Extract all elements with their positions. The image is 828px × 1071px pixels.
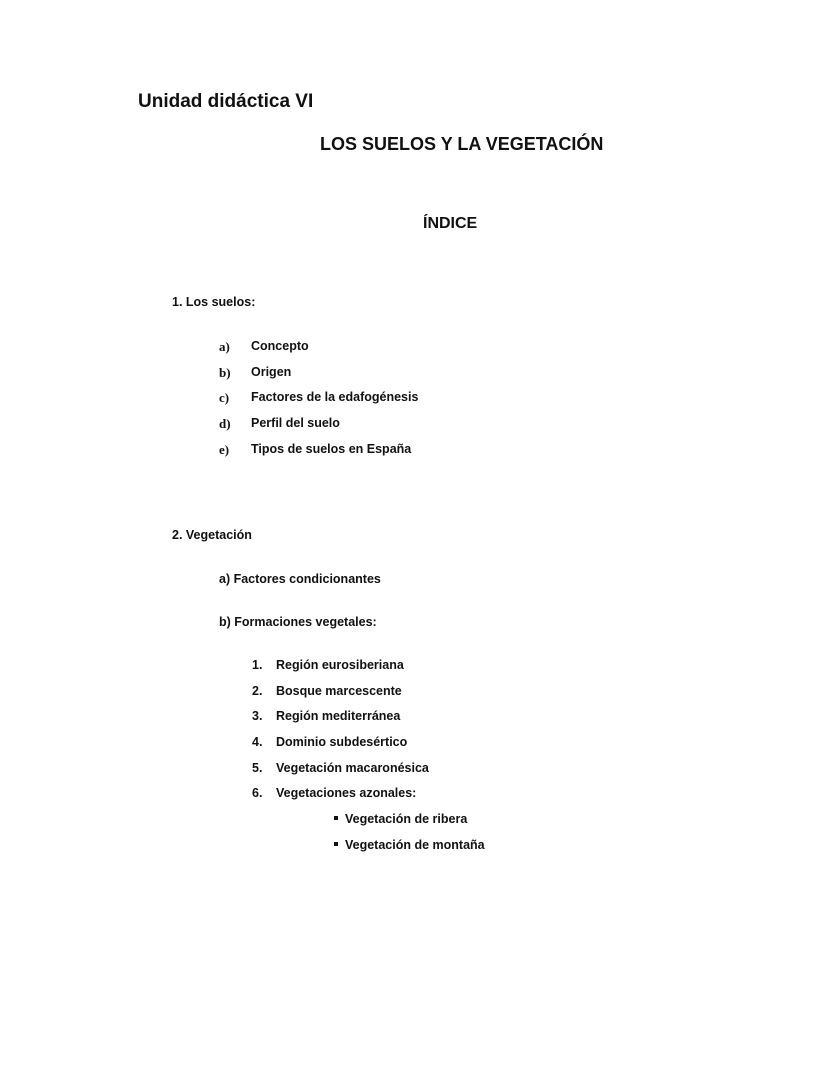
section-heading-soils: 1. Los suelos: [172,295,256,309]
numbered-item-label: Vegetaciones azonales: [276,786,417,800]
index-heading: ÍNDICE [423,215,478,232]
list-marker: e) [219,442,230,457]
numbered-marker: 4. [252,735,263,749]
bullet-item-label: Vegetación de montaña [345,838,485,852]
bullet-item-label: Vegetación de ribera [345,812,468,826]
numbered-marker: 3. [252,709,263,723]
numbered-item-label: Vegetación macaronésica [276,761,429,775]
list-item [219,441,229,459]
list-marker: c) [219,390,230,405]
numbered-marker: 6. [252,786,263,800]
list-item [219,364,231,382]
bullet-item [334,812,467,826]
list-item-label: Perfil del suelo [251,416,340,430]
square-bullet-icon [334,842,338,846]
numbered-item-label: Región mediterránea [276,709,401,723]
numbered-item-label: Bosque marcescente [276,684,402,698]
numbered-item-label: Dominio subdesértico [276,735,408,749]
bullet-item [334,838,485,852]
numbered-marker: 5. [252,761,263,775]
list-marker: a) [219,339,230,354]
list-marker: d) [219,416,231,431]
numbered-marker: 2. [252,684,263,698]
square-bullet-icon [334,816,338,820]
list-item [219,415,231,433]
unit-title: Unidad didáctica VI [138,91,314,112]
list-item [219,338,230,356]
list-item-label: Origen [251,365,292,379]
list-item-label: Concepto [251,339,309,353]
section-heading-vegetation: 2. Vegetación [172,528,252,542]
numbered-marker: 1. [252,658,263,672]
list-item-label: Factores de la edafogénesis [251,390,419,404]
subsection-factors: a) Factores condicionantes [219,572,381,586]
list-marker: b) [219,365,231,380]
list-item-label: Tipos de suelos en España [251,442,412,456]
numbered-item-label: Región eurosiberiana [276,658,404,672]
document-title: LOS SUELOS Y LA VEGETACIÓN [320,134,604,154]
list-item [219,389,229,407]
subsection-formations: b) Formaciones vegetales: [219,615,377,629]
